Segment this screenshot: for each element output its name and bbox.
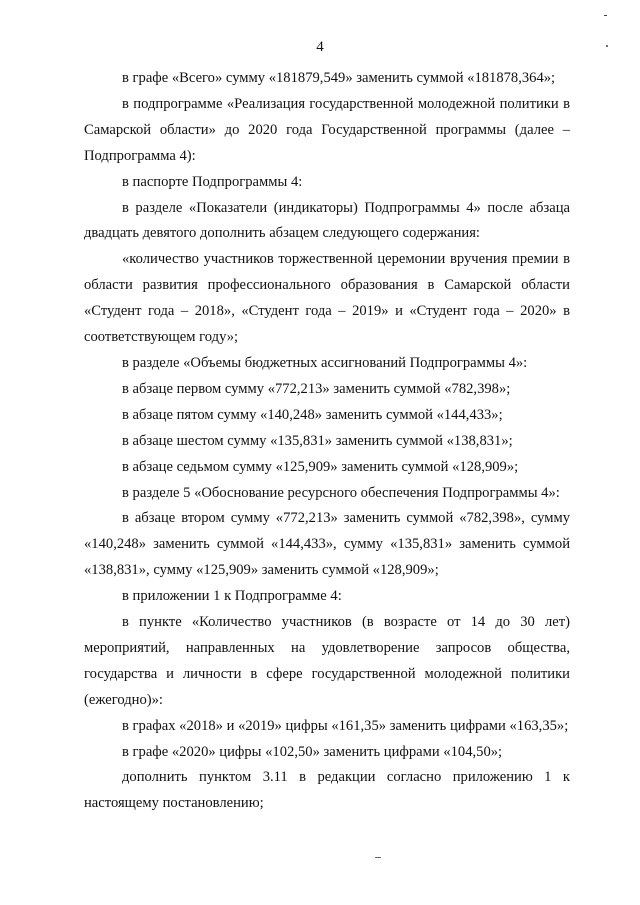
paragraph: в подпрограмме «Реализация государственной молодежной политики в Самарской области» до 2020 года Государственной программы (далее – Подпрограмма 4): [84, 95, 570, 164]
paragraph: в абзаце седьмом сумму «125,909» заменить суммой «128,909»; [122, 458, 519, 475]
paragraph: в абзаце втором сумму «772,213» заменить суммой «782,398», сумму «140,248» заменить суммой «144,433», сумму «135,831» заменить суммой «138,831», сумму «125,909» заменить суммой «128,909»; [84, 510, 570, 579]
paragraph: в паспорте Подпрограммы 4: [122, 173, 303, 190]
paragraph: в абзаце пятом сумму «140,248» заменить суммой «144,433»; [122, 406, 503, 423]
paragraph: в абзаце первом сумму «772,213» заменить суммой «782,398»; [122, 380, 511, 397]
paragraph: в разделе «Показатели (индикаторы) Подпрограммы 4» после абзаца двадцать девятого дополнить абзацем следующего содержания: [84, 199, 570, 242]
paragraph: в разделе 5 «Обоснование ресурсного обеспечения Подпрограммы 4»: [122, 484, 560, 501]
paragraph: в разделе «Объемы бюджетных ассигнований Подпрограммы 4»: [122, 354, 528, 371]
document-body [84, 66, 570, 817]
paragraph: дополнить пунктом 3.11 в редакции согласно приложению 1 к настоящему постановлению; [84, 769, 570, 812]
paragraph: в графах «2018» и «2019» цифры «161,35» заменить цифрами «163,35»; [122, 717, 569, 734]
paragraph: в приложении 1 к Подпрограмме 4: [122, 588, 342, 605]
page-number: 4 [316, 39, 324, 55]
paragraph: «количество участников торжественной церемонии вручения премии в области развития профессионального образования в Самарской области «Студент года – 2018», «Студент года – 2019» и «Студент года – 2020» в соответствующем году»; [84, 251, 570, 346]
paragraph: в пункте «Количество участников (в возрасте от 14 до 30 лет) мероприятий, направленных на удовлетворение запросов общества, государства и личности в сфере государственной молодежной политики (ежегодно)»: [84, 614, 570, 708]
paragraph: в абзаце шестом сумму «135,831» заменить суммой «138,831»; [122, 432, 513, 449]
paragraph: в графе «Всего» сумму «181879,549» заменить суммой «181878,364»; [122, 70, 556, 86]
scan-speck [604, 15, 607, 16]
scan-speck [375, 857, 381, 858]
paragraph: в графе «2020» цифры «102,50» заменить цифрами «104,50»; [122, 743, 503, 760]
